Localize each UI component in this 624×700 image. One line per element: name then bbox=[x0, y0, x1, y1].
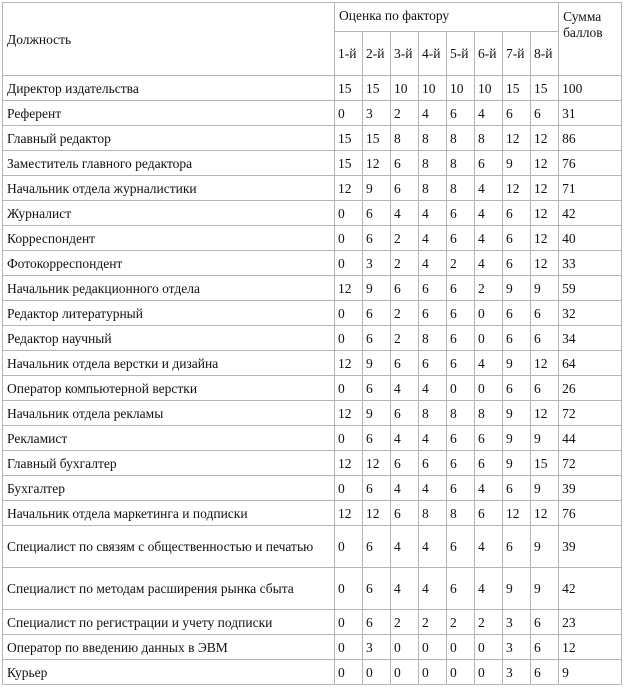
factor-score-cell: 12 bbox=[531, 151, 559, 176]
factor-score-cell: 9 bbox=[503, 426, 531, 451]
factor-score-cell: 6 bbox=[391, 501, 419, 526]
factor-score-cell: 12 bbox=[335, 401, 363, 426]
factor-header-5: 5-й bbox=[447, 32, 475, 76]
factor-score-cell: 0 bbox=[447, 660, 475, 685]
factor-score-cell: 6 bbox=[475, 151, 503, 176]
factor-score-cell: 12 bbox=[363, 501, 391, 526]
table-body bbox=[3, 76, 622, 685]
factor-score-cell: 6 bbox=[531, 101, 559, 126]
sum-cell: 59 bbox=[559, 276, 622, 301]
table-row bbox=[3, 476, 622, 501]
factor-score-cell: 2 bbox=[391, 610, 419, 635]
sum-cell: 64 bbox=[559, 351, 622, 376]
factor-score-cell: 6 bbox=[475, 501, 503, 526]
table-row bbox=[3, 226, 622, 251]
factor-score-cell: 6 bbox=[447, 301, 475, 326]
factor-score-cell: 6 bbox=[447, 451, 475, 476]
factor-score-cell: 15 bbox=[335, 151, 363, 176]
position-cell: Бухгалтер bbox=[3, 476, 335, 501]
factor-score-cell: 6 bbox=[391, 276, 419, 301]
factor-score-cell: 4 bbox=[475, 526, 503, 568]
factor-score-cell: 8 bbox=[447, 151, 475, 176]
table-row bbox=[3, 568, 622, 610]
factor-header-4: 4-й bbox=[419, 32, 447, 76]
factor-score-cell: 6 bbox=[391, 451, 419, 476]
factor-score-cell: 9 bbox=[503, 401, 531, 426]
factor-score-cell: 0 bbox=[475, 326, 503, 351]
factor-header-1: 1-й bbox=[335, 32, 363, 76]
sum-cell: 32 bbox=[559, 301, 622, 326]
factor-score-cell: 6 bbox=[363, 226, 391, 251]
factor-score-cell: 12 bbox=[503, 176, 531, 201]
factor-score-cell: 6 bbox=[363, 610, 391, 635]
factor-score-cell: 2 bbox=[475, 276, 503, 301]
table-row bbox=[3, 401, 622, 426]
factor-score-cell: 8 bbox=[419, 501, 447, 526]
sum-cell: 40 bbox=[559, 226, 622, 251]
factor-header-7: 7-й bbox=[503, 32, 531, 76]
position-cell: Рекламист bbox=[3, 426, 335, 451]
factor-score-cell: 4 bbox=[391, 426, 419, 451]
factor-score-cell: 4 bbox=[475, 226, 503, 251]
factor-score-cell: 0 bbox=[335, 376, 363, 401]
factor-score-cell: 9 bbox=[363, 401, 391, 426]
factor-score-cell: 10 bbox=[419, 76, 447, 101]
position-cell: Главный редактор bbox=[3, 126, 335, 151]
factor-header-8: 8-й bbox=[531, 32, 559, 76]
sum-cell: 86 bbox=[559, 126, 622, 151]
factor-score-cell: 4 bbox=[419, 201, 447, 226]
factor-score-cell: 15 bbox=[335, 76, 363, 101]
factor-score-cell: 6 bbox=[503, 101, 531, 126]
table-row bbox=[3, 526, 622, 568]
factor-score-cell: 9 bbox=[531, 526, 559, 568]
factor-score-cell: 9 bbox=[531, 476, 559, 501]
factor-score-cell: 12 bbox=[531, 251, 559, 276]
factor-score-cell: 6 bbox=[475, 426, 503, 451]
sum-cell: 44 bbox=[559, 426, 622, 451]
factor-score-cell: 4 bbox=[391, 476, 419, 501]
position-cell: Специалист по регистрации и учету подписки bbox=[3, 610, 335, 635]
factor-score-cell: 6 bbox=[363, 568, 391, 610]
factor-score-cell: 9 bbox=[363, 176, 391, 201]
factor-score-cell: 10 bbox=[447, 76, 475, 101]
factor-score-cell: 8 bbox=[447, 501, 475, 526]
factor-score-cell: 8 bbox=[447, 126, 475, 151]
factor-score-cell: 4 bbox=[475, 351, 503, 376]
sum-cell: 42 bbox=[559, 201, 622, 226]
factor-score-cell: 0 bbox=[363, 660, 391, 685]
factor-score-cell: 3 bbox=[363, 251, 391, 276]
factor-header-2: 2-й bbox=[363, 32, 391, 76]
factor-score-cell: 15 bbox=[363, 126, 391, 151]
factor-score-cell: 12 bbox=[503, 126, 531, 151]
position-cell: Начальник отдела журналистики bbox=[3, 176, 335, 201]
factor-score-cell: 9 bbox=[531, 426, 559, 451]
factor-score-cell: 12 bbox=[531, 226, 559, 251]
factor-score-cell: 12 bbox=[335, 451, 363, 476]
factor-score-cell: 0 bbox=[475, 635, 503, 660]
factor-score-cell: 3 bbox=[363, 101, 391, 126]
factor-score-table bbox=[2, 2, 622, 685]
factor-score-cell: 2 bbox=[391, 226, 419, 251]
factor-score-cell: 6 bbox=[363, 201, 391, 226]
factor-score-cell: 2 bbox=[391, 101, 419, 126]
factor-score-cell: 6 bbox=[419, 351, 447, 376]
table-row bbox=[3, 76, 622, 101]
factor-score-cell: 12 bbox=[335, 501, 363, 526]
table-row bbox=[3, 151, 622, 176]
table-row bbox=[3, 610, 622, 635]
factor-score-cell: 6 bbox=[419, 301, 447, 326]
position-cell: Специалист по методам расширения рынка сбыта bbox=[3, 568, 335, 610]
sum-cell: 72 bbox=[559, 451, 622, 476]
factor-score-cell: 10 bbox=[391, 76, 419, 101]
factor-score-cell: 2 bbox=[391, 301, 419, 326]
sum-column-header: Сумма баллов bbox=[559, 3, 622, 76]
factor-score-cell: 3 bbox=[503, 610, 531, 635]
sum-cell: 33 bbox=[559, 251, 622, 276]
factor-score-cell: 0 bbox=[391, 660, 419, 685]
header-row-group bbox=[3, 3, 622, 32]
factor-score-cell: 6 bbox=[531, 635, 559, 660]
position-cell: Референт bbox=[3, 101, 335, 126]
factor-score-cell: 2 bbox=[447, 610, 475, 635]
factor-score-cell: 6 bbox=[391, 151, 419, 176]
table-row bbox=[3, 426, 622, 451]
factor-score-cell: 15 bbox=[503, 76, 531, 101]
factor-score-cell: 4 bbox=[419, 568, 447, 610]
position-cell: Главный бухгалтер bbox=[3, 451, 335, 476]
factor-score-cell: 8 bbox=[419, 326, 447, 351]
factor-score-cell: 9 bbox=[363, 276, 391, 301]
factor-score-cell: 6 bbox=[475, 451, 503, 476]
factor-score-cell: 0 bbox=[335, 301, 363, 326]
position-cell: Начальник отдела рекламы bbox=[3, 401, 335, 426]
factor-score-cell: 6 bbox=[447, 226, 475, 251]
factor-score-cell: 4 bbox=[419, 251, 447, 276]
factor-score-cell: 8 bbox=[419, 401, 447, 426]
table-row bbox=[3, 501, 622, 526]
factor-score-cell: 4 bbox=[419, 376, 447, 401]
position-cell: Оператор по введению данных в ЭВМ bbox=[3, 635, 335, 660]
factor-score-cell: 2 bbox=[447, 251, 475, 276]
factor-score-cell: 6 bbox=[363, 376, 391, 401]
factor-score-cell: 9 bbox=[503, 568, 531, 610]
table-row bbox=[3, 451, 622, 476]
factor-score-cell: 3 bbox=[503, 660, 531, 685]
factor-score-cell: 6 bbox=[363, 476, 391, 501]
factor-score-cell: 6 bbox=[447, 201, 475, 226]
factor-score-cell: 10 bbox=[475, 76, 503, 101]
factor-score-cell: 12 bbox=[531, 176, 559, 201]
factor-score-cell: 0 bbox=[447, 635, 475, 660]
sum-cell: 23 bbox=[559, 610, 622, 635]
factor-score-cell: 0 bbox=[335, 326, 363, 351]
factor-score-cell: 12 bbox=[335, 351, 363, 376]
factor-score-cell: 0 bbox=[475, 301, 503, 326]
factor-score-cell: 9 bbox=[503, 351, 531, 376]
factor-group-header: Оценка по фактору bbox=[335, 3, 559, 32]
factor-score-cell: 0 bbox=[335, 201, 363, 226]
factor-score-cell: 8 bbox=[391, 126, 419, 151]
factor-score-cell: 6 bbox=[447, 476, 475, 501]
sum-cell: 72 bbox=[559, 401, 622, 426]
factor-score-cell: 12 bbox=[363, 451, 391, 476]
factor-score-cell: 0 bbox=[335, 226, 363, 251]
factor-score-cell: 6 bbox=[391, 176, 419, 201]
factor-score-cell: 12 bbox=[335, 276, 363, 301]
factor-score-cell: 0 bbox=[475, 660, 503, 685]
factor-score-cell: 8 bbox=[475, 401, 503, 426]
table-row bbox=[3, 126, 622, 151]
table-row bbox=[3, 301, 622, 326]
table-row bbox=[3, 326, 622, 351]
factor-score-cell: 12 bbox=[531, 201, 559, 226]
factor-score-cell: 6 bbox=[363, 426, 391, 451]
factor-score-cell: 9 bbox=[503, 151, 531, 176]
factor-score-cell: 12 bbox=[531, 126, 559, 151]
sum-cell: 26 bbox=[559, 376, 622, 401]
factor-score-cell: 9 bbox=[503, 276, 531, 301]
table-row bbox=[3, 201, 622, 226]
factor-score-cell: 9 bbox=[503, 451, 531, 476]
factor-score-cell: 4 bbox=[475, 476, 503, 501]
factor-score-cell: 6 bbox=[447, 276, 475, 301]
position-cell: Редактор литературный bbox=[3, 301, 335, 326]
factor-score-cell: 12 bbox=[531, 351, 559, 376]
table-row bbox=[3, 276, 622, 301]
factor-score-cell: 12 bbox=[363, 151, 391, 176]
factor-score-cell: 6 bbox=[447, 526, 475, 568]
factor-score-cell: 4 bbox=[419, 426, 447, 451]
table-row bbox=[3, 660, 622, 685]
factor-score-cell: 6 bbox=[447, 568, 475, 610]
sum-cell: 39 bbox=[559, 476, 622, 501]
sum-cell: 42 bbox=[559, 568, 622, 610]
factor-score-cell: 0 bbox=[475, 376, 503, 401]
factor-score-cell: 0 bbox=[335, 635, 363, 660]
table-row bbox=[3, 351, 622, 376]
factor-score-cell: 6 bbox=[391, 351, 419, 376]
factor-score-cell: 6 bbox=[419, 451, 447, 476]
position-cell: Начальник отдела маркетинга и подписки bbox=[3, 501, 335, 526]
factor-score-cell: 6 bbox=[503, 476, 531, 501]
position-cell: Редактор научный bbox=[3, 326, 335, 351]
position-cell: Начальник отдела верстки и дизайна bbox=[3, 351, 335, 376]
factor-score-cell: 4 bbox=[475, 568, 503, 610]
position-column-header: Должность bbox=[3, 3, 335, 76]
sum-cell: 12 bbox=[559, 635, 622, 660]
factor-score-cell: 12 bbox=[531, 501, 559, 526]
factor-score-cell: 6 bbox=[531, 376, 559, 401]
sum-cell: 76 bbox=[559, 151, 622, 176]
factor-score-cell: 0 bbox=[335, 660, 363, 685]
factor-score-cell: 4 bbox=[419, 526, 447, 568]
factor-score-cell: 6 bbox=[363, 301, 391, 326]
factor-score-cell: 9 bbox=[531, 568, 559, 610]
factor-score-cell: 0 bbox=[335, 476, 363, 501]
factor-score-cell: 4 bbox=[475, 251, 503, 276]
factor-score-cell: 0 bbox=[447, 376, 475, 401]
factor-score-cell: 12 bbox=[335, 176, 363, 201]
table-row bbox=[3, 635, 622, 660]
factor-score-cell: 6 bbox=[447, 326, 475, 351]
factor-score-cell: 8 bbox=[447, 176, 475, 201]
factor-score-cell: 6 bbox=[503, 326, 531, 351]
sum-cell: 34 bbox=[559, 326, 622, 351]
factor-score-cell: 4 bbox=[419, 101, 447, 126]
table-row bbox=[3, 101, 622, 126]
factor-score-cell: 15 bbox=[531, 451, 559, 476]
sum-cell: 31 bbox=[559, 101, 622, 126]
position-cell: Директор издательства bbox=[3, 76, 335, 101]
factor-score-cell: 0 bbox=[335, 610, 363, 635]
sum-cell: 100 bbox=[559, 76, 622, 101]
factor-score-cell: 2 bbox=[419, 610, 447, 635]
factor-header-6: 6-й bbox=[475, 32, 503, 76]
factor-score-cell: 8 bbox=[447, 401, 475, 426]
factor-score-cell: 15 bbox=[363, 76, 391, 101]
factor-score-cell: 12 bbox=[531, 401, 559, 426]
factor-score-cell: 4 bbox=[391, 201, 419, 226]
factor-score-cell: 8 bbox=[475, 126, 503, 151]
factor-score-cell: 0 bbox=[419, 635, 447, 660]
factor-score-cell: 6 bbox=[531, 660, 559, 685]
sum-cell: 39 bbox=[559, 526, 622, 568]
factor-score-cell: 6 bbox=[503, 526, 531, 568]
sum-cell: 9 bbox=[559, 660, 622, 685]
factor-score-cell: 6 bbox=[503, 301, 531, 326]
factor-score-cell: 4 bbox=[391, 376, 419, 401]
factor-score-cell: 4 bbox=[475, 176, 503, 201]
factor-score-cell: 4 bbox=[419, 226, 447, 251]
position-cell: Фотокорреспондент bbox=[3, 251, 335, 276]
factor-score-cell: 0 bbox=[419, 660, 447, 685]
factor-score-cell: 6 bbox=[391, 401, 419, 426]
factor-score-cell: 6 bbox=[503, 226, 531, 251]
factor-score-cell: 2 bbox=[475, 610, 503, 635]
sum-cell: 76 bbox=[559, 501, 622, 526]
position-cell: Корреспондент bbox=[3, 226, 335, 251]
factor-score-cell: 0 bbox=[335, 526, 363, 568]
factor-score-cell: 12 bbox=[503, 501, 531, 526]
factor-score-cell: 6 bbox=[503, 201, 531, 226]
factor-score-cell: 15 bbox=[531, 76, 559, 101]
factor-score-cell: 4 bbox=[391, 526, 419, 568]
position-cell: Оператор компьютерной верстки bbox=[3, 376, 335, 401]
table-row bbox=[3, 176, 622, 201]
factor-score-cell: 6 bbox=[447, 101, 475, 126]
factor-score-cell: 8 bbox=[419, 126, 447, 151]
factor-score-cell: 6 bbox=[447, 426, 475, 451]
factor-score-cell: 0 bbox=[335, 101, 363, 126]
factor-score-cell: 6 bbox=[447, 351, 475, 376]
factor-score-cell: 4 bbox=[475, 101, 503, 126]
factor-score-cell: 3 bbox=[363, 635, 391, 660]
factor-score-cell: 9 bbox=[531, 276, 559, 301]
factor-score-cell: 6 bbox=[363, 526, 391, 568]
factor-score-cell: 6 bbox=[363, 326, 391, 351]
factor-score-cell: 8 bbox=[419, 151, 447, 176]
position-cell: Заместитель главного редактора bbox=[3, 151, 335, 176]
factor-score-cell: 6 bbox=[531, 610, 559, 635]
factor-score-cell: 15 bbox=[335, 126, 363, 151]
factor-score-cell: 6 bbox=[419, 276, 447, 301]
position-cell: Специалист по связям с общественностью и печатью bbox=[3, 526, 335, 568]
factor-score-cell: 6 bbox=[531, 301, 559, 326]
factor-score-cell: 2 bbox=[391, 326, 419, 351]
table-row bbox=[3, 376, 622, 401]
factor-score-cell: 4 bbox=[475, 201, 503, 226]
factor-score-cell: 6 bbox=[503, 251, 531, 276]
factor-score-cell: 3 bbox=[503, 635, 531, 660]
factor-score-cell: 6 bbox=[503, 376, 531, 401]
factor-score-cell: 4 bbox=[419, 476, 447, 501]
table-row bbox=[3, 251, 622, 276]
factor-score-cell: 2 bbox=[391, 251, 419, 276]
factor-score-cell: 9 bbox=[363, 351, 391, 376]
sum-cell: 71 bbox=[559, 176, 622, 201]
position-cell: Журналист bbox=[3, 201, 335, 226]
factor-score-cell: 0 bbox=[335, 426, 363, 451]
factor-score-cell: 4 bbox=[391, 568, 419, 610]
factor-header-3: 3-й bbox=[391, 32, 419, 76]
factor-score-cell: 0 bbox=[391, 635, 419, 660]
position-cell: Начальник редакционного отдела bbox=[3, 276, 335, 301]
factor-score-cell: 8 bbox=[419, 176, 447, 201]
factor-score-cell: 6 bbox=[531, 326, 559, 351]
position-cell: Курьер bbox=[3, 660, 335, 685]
factor-score-cell: 0 bbox=[335, 568, 363, 610]
factor-score-cell: 0 bbox=[335, 251, 363, 276]
